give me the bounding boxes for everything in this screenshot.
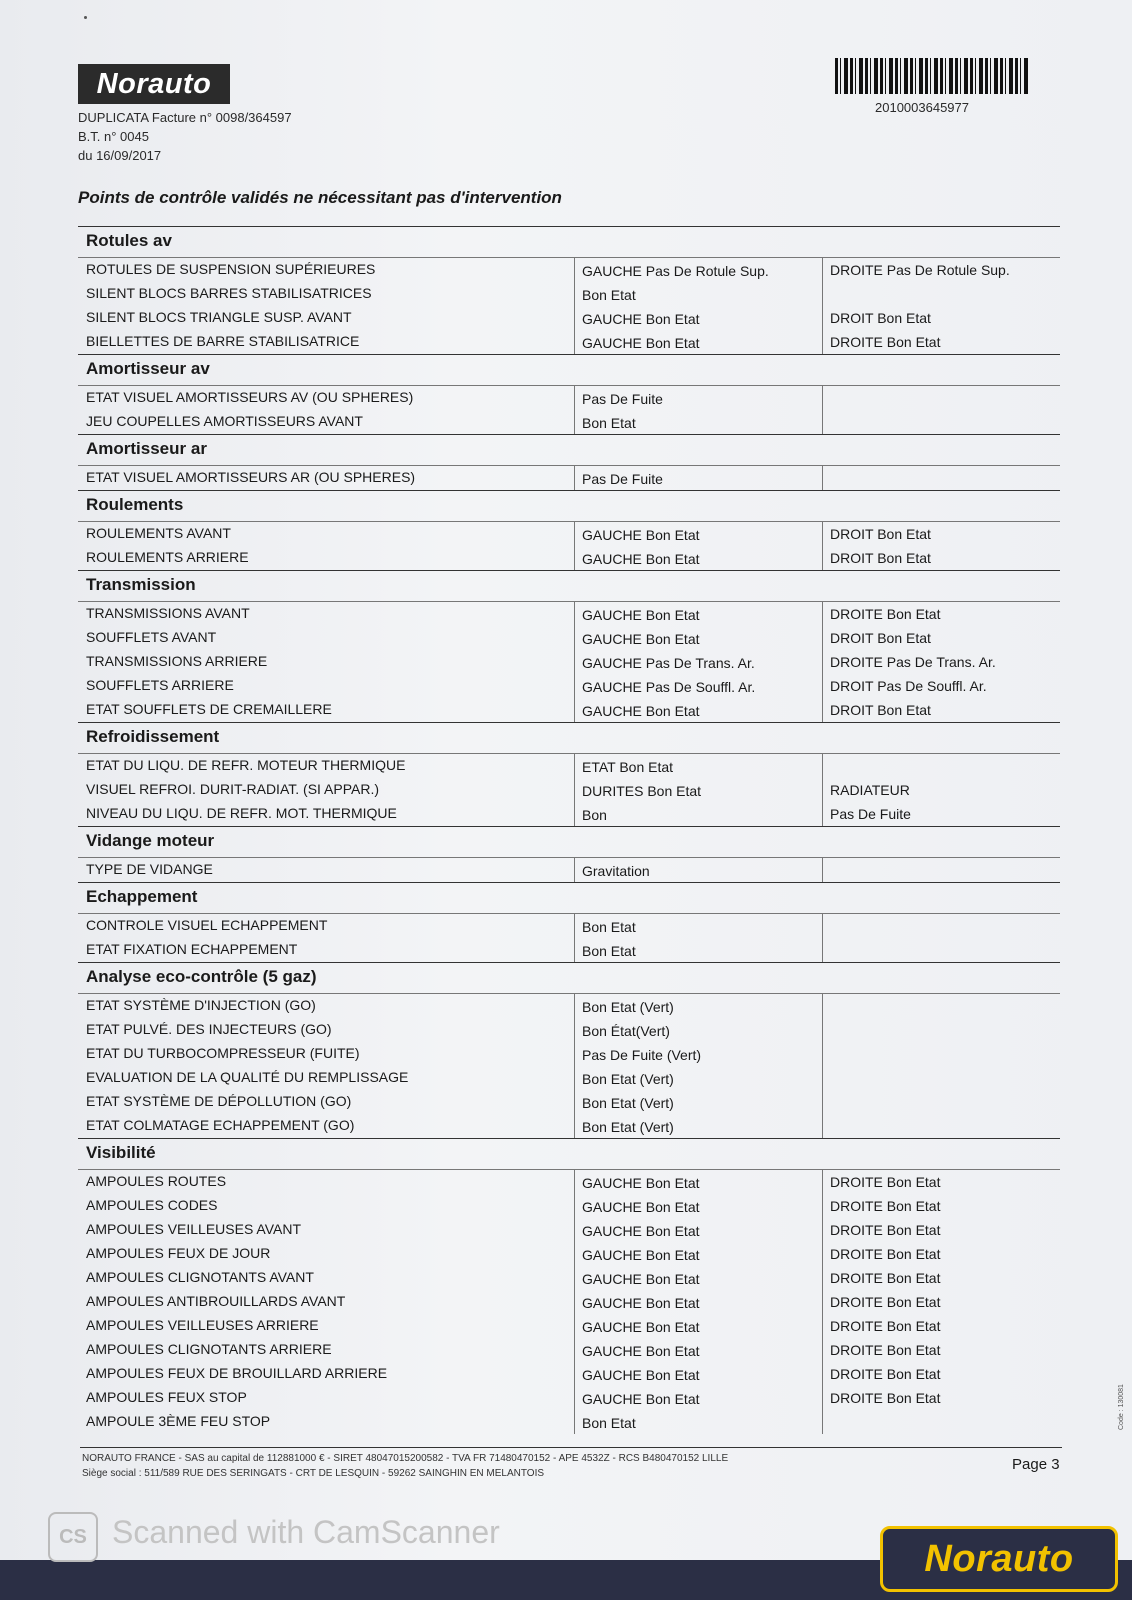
section (78, 434, 1060, 490)
check-label: TRANSMISSIONS AVANT (86, 605, 250, 621)
check-result-left: ETAT Bon Etat (574, 754, 822, 778)
check-label: AMPOULES ANTIBROUILLARDS AVANT (86, 1293, 346, 1309)
check-result-right: DROITE Bon Etat (822, 1362, 1060, 1386)
table-row (78, 1170, 1060, 1194)
check-label: ETAT DU TURBOCOMPRESSEUR (FUITE) (86, 1045, 360, 1061)
table-row (78, 1362, 1060, 1386)
barcode-icon (835, 58, 1029, 94)
check-result-left: GAUCHE Bon Etat (574, 698, 822, 722)
camscanner-icon: CS (48, 1512, 98, 1562)
table-row (78, 1018, 1060, 1042)
check-result-right: DROITE Bon Etat (822, 1386, 1060, 1410)
check-result-right: DROITE Pas De Rotule Sup. (822, 258, 1060, 282)
table-row (78, 282, 1060, 306)
check-label: ETAT VISUEL AMORTISSEURS AR (OU SPHERES) (86, 469, 416, 485)
check-result-left: Bon Etat (574, 282, 822, 306)
check-label: ETAT SYSTÈME DE DÉPOLLUTION (GO) (86, 1093, 352, 1109)
section-heading: Amortisseur av (78, 355, 1060, 386)
check-label: AMPOULES FEUX STOP (86, 1389, 247, 1405)
check-result-left: GAUCHE Bon Etat (574, 626, 822, 650)
table-row (78, 410, 1060, 434)
check-result-right: DROIT Bon Etat (822, 306, 1060, 330)
check-result-left: GAUCHE Bon Etat (574, 546, 822, 570)
table-row (78, 602, 1060, 626)
check-result-left: Bon Etat (574, 1410, 822, 1434)
check-result-left: GAUCHE Bon Etat (574, 1362, 822, 1386)
check-result-right: DROITE Bon Etat (822, 602, 1060, 626)
check-result-right: DROITE Bon Etat (822, 1170, 1060, 1194)
check-result-right (822, 1042, 1060, 1066)
check-result-right (822, 1066, 1060, 1090)
check-result-right: RADIATEUR (822, 778, 1060, 802)
section (78, 826, 1060, 882)
check-result-right (822, 914, 1060, 938)
check-result-left: Bon Etat (Vert) (574, 1090, 822, 1114)
table-row (78, 1114, 1060, 1138)
check-label: AMPOULES VEILLEUSES AVANT (86, 1221, 302, 1237)
table-row (78, 626, 1060, 650)
check-result-right: DROITE Bon Etat (822, 1338, 1060, 1362)
check-result-right (822, 1114, 1060, 1138)
table-row (78, 754, 1060, 778)
check-result-right: DROITE Bon Etat (822, 1290, 1060, 1314)
check-result-right: DROITE Bon Etat (822, 1242, 1060, 1266)
check-label: CONTROLE VISUEL ECHAPPEMENT (86, 917, 328, 933)
check-label: ETAT SOUFFLETS DE CREMAILLERE (86, 701, 332, 717)
table-row (78, 994, 1060, 1018)
check-result-left: Bon Etat (Vert) (574, 994, 822, 1018)
check-result-right (822, 1090, 1060, 1114)
section-heading: Transmission (78, 571, 1060, 602)
check-result-left: GAUCHE Bon Etat (574, 1194, 822, 1218)
table-row (78, 938, 1060, 962)
check-result-right: DROITE Bon Etat (822, 1314, 1060, 1338)
check-label: ETAT DU LIQU. DE REFR. MOTEUR THERMIQUE (86, 757, 406, 773)
check-label: SOUFFLETS AVANT (86, 629, 217, 645)
check-label: AMPOULES CODES (86, 1197, 218, 1213)
check-result-right (822, 994, 1060, 1018)
table-row (78, 386, 1060, 410)
check-result-right (822, 386, 1060, 410)
check-result-left: GAUCHE Bon Etat (574, 1218, 822, 1242)
check-result-left: GAUCHE Bon Etat (574, 1242, 822, 1266)
check-result-left: GAUCHE Bon Etat (574, 1338, 822, 1362)
table-row (78, 466, 1060, 490)
check-result-left: Bon Etat (574, 410, 822, 434)
table-row (78, 1066, 1060, 1090)
check-result-left: GAUCHE Bon Etat (574, 1386, 822, 1410)
table-row (78, 778, 1060, 802)
control-points-table (78, 226, 1060, 1434)
table-row (78, 1386, 1060, 1410)
table-row (78, 698, 1060, 722)
form-code: Code : 130081 (1118, 1384, 1125, 1430)
check-result-right (822, 282, 1060, 306)
table-row (78, 674, 1060, 698)
check-result-left: Gravitation (574, 858, 822, 882)
check-result-right: DROIT Bon Etat (822, 626, 1060, 650)
speck (84, 16, 87, 19)
check-result-left: GAUCHE Bon Etat (574, 1266, 822, 1290)
footer-address: Siège social : 511/589 RUE DES SERINGATS - CRT DE LESQUIN - 59262 SAINGHIN EN MELANTOIS (82, 1468, 545, 1479)
section (78, 962, 1060, 1138)
check-result-left: Pas De Fuite (574, 466, 822, 490)
check-result-right (822, 1018, 1060, 1042)
check-result-right: DROITE Bon Etat (822, 1266, 1060, 1290)
section (78, 354, 1060, 434)
check-result-left: GAUCHE Pas De Souffl. Ar. (574, 674, 822, 698)
check-result-right: DROITE Bon Etat (822, 1194, 1060, 1218)
check-result-right: DROITE Pas De Trans. Ar. (822, 650, 1060, 674)
footer-divider (80, 1447, 1062, 1448)
check-result-right: DROIT Pas De Souffl. Ar. (822, 674, 1060, 698)
invoice-date: du 16/09/2017 (78, 148, 162, 163)
check-result-left: GAUCHE Pas De Rotule Sup. (574, 258, 822, 282)
check-result-right (822, 858, 1060, 882)
check-result-right (822, 754, 1060, 778)
check-label: ETAT FIXATION ECHAPPEMENT (86, 941, 298, 957)
camscanner-watermark: Scanned with CamScanner (112, 1514, 500, 1550)
check-result-left: GAUCHE Bon Etat (574, 1290, 822, 1314)
check-label: ROULEMENTS ARRIERE (86, 549, 249, 565)
check-result-left: DURITES Bon Etat (574, 778, 822, 802)
check-result-left: Bon Etat (Vert) (574, 1066, 822, 1090)
table-row (78, 914, 1060, 938)
check-result-right: DROITE Bon Etat (822, 1218, 1060, 1242)
check-result-left: GAUCHE Pas De Trans. Ar. (574, 650, 822, 674)
check-result-left: Pas De Fuite (574, 386, 822, 410)
section-heading: Amortisseur ar (78, 435, 1060, 466)
check-result-right (822, 410, 1060, 434)
check-label: EVALUATION DE LA QUALITÉ DU REMPLISSAGE (86, 1069, 409, 1085)
check-result-right: DROITE Bon Etat (822, 330, 1060, 354)
section (78, 882, 1060, 962)
check-result-right: DROIT Bon Etat (822, 522, 1060, 546)
check-result-left: GAUCHE Bon Etat (574, 1170, 822, 1194)
check-label: TRANSMISSIONS ARRIERE (86, 653, 268, 669)
table-row (78, 1290, 1060, 1314)
section-heading: Visibilité (78, 1139, 1060, 1170)
section (78, 1138, 1060, 1434)
page-title: Points de contrôle validés ne nécessitant pas d'intervention (78, 188, 562, 207)
check-result-left: Bon (574, 802, 822, 826)
check-result-left: GAUCHE Bon Etat (574, 306, 822, 330)
table-row (78, 306, 1060, 330)
check-label: ETAT COLMATAGE ECHAPPEMENT (GO) (86, 1117, 355, 1133)
table-row (78, 522, 1060, 546)
check-result-left: GAUCHE Bon Etat (574, 330, 822, 354)
section-heading: Echappement (78, 883, 1060, 914)
page-number: Page 3 (1012, 1456, 1060, 1473)
table-row (78, 1218, 1060, 1242)
check-label: ETAT VISUEL AMORTISSEURS AV (OU SPHERES) (86, 389, 414, 405)
table-row (78, 1314, 1060, 1338)
barcode-number: 2010003645977 (875, 100, 969, 115)
table-row (78, 1410, 1060, 1434)
check-label: AMPOULES CLIGNOTANTS ARRIERE (86, 1341, 332, 1357)
section-heading: Rotules av (78, 227, 1060, 258)
table-row (78, 546, 1060, 570)
norauto-logo-bottom: Norauto (880, 1526, 1118, 1592)
section (78, 490, 1060, 570)
check-result-left: GAUCHE Bon Etat (574, 602, 822, 626)
section-heading: Vidange moteur (78, 827, 1060, 858)
check-result-left: GAUCHE Bon Etat (574, 1314, 822, 1338)
check-result-right (822, 466, 1060, 490)
check-result-left: GAUCHE Bon Etat (574, 522, 822, 546)
check-label: ROULEMENTS AVANT (86, 525, 231, 541)
check-label: AMPOULES ROUTES (86, 1173, 227, 1189)
check-result-left: Pas De Fuite (Vert) (574, 1042, 822, 1066)
check-label: AMPOULES VEILLEUSES ARRIERE (86, 1317, 319, 1333)
table-row (78, 258, 1060, 282)
table-row (78, 1042, 1060, 1066)
norauto-logo: Norauto (78, 64, 230, 104)
check-label: ETAT PULVÉ. DES INJECTEURS (GO) (86, 1021, 332, 1037)
check-label: VISUEL REFROI. DURIT-RADIAT. (SI APPAR.) (86, 781, 380, 797)
check-label: BIELLETTES DE BARRE STABILISATRICE (86, 333, 360, 349)
table-row (78, 1242, 1060, 1266)
check-label: JEU COUPELLES AMORTISSEURS AVANT (86, 413, 363, 429)
table-row (78, 1194, 1060, 1218)
check-label: AMPOULES FEUX DE BROUILLARD ARRIERE (86, 1365, 388, 1381)
check-result-right (822, 938, 1060, 962)
check-result-left: Bon État(Vert) (574, 1018, 822, 1042)
check-result-right: DROIT Bon Etat (822, 698, 1060, 722)
section-heading: Refroidissement (78, 723, 1060, 754)
table-row (78, 1090, 1060, 1114)
check-label: SOUFFLETS ARRIERE (86, 677, 234, 693)
table-row (78, 1266, 1060, 1290)
table-row (78, 802, 1060, 826)
check-label: ETAT SYSTÈME D'INJECTION (GO) (86, 997, 316, 1013)
section-heading: Roulements (78, 491, 1060, 522)
section-heading: Analyse eco-contrôle (5 gaz) (78, 963, 1060, 994)
check-result-right (822, 1410, 1060, 1434)
section (78, 226, 1060, 354)
footer-legal: NORAUTO FRANCE - SAS au capital de 112881000 € - SIRET 48047015200582 - TVA FR 71480470152 - APE 4532Z - RCS B480470152 LILLE (82, 1453, 729, 1464)
check-result-left: Bon Etat (574, 914, 822, 938)
invoice-number: DUPLICATA Facture n° 0098/364597 (78, 110, 292, 125)
check-label: SILENT BLOCS BARRES STABILISATRICES (86, 285, 372, 301)
section (78, 722, 1060, 826)
check-result-right: DROIT Bon Etat (822, 546, 1060, 570)
check-label: TYPE DE VIDANGE (86, 861, 213, 877)
table-row (78, 650, 1060, 674)
table-row (78, 330, 1060, 354)
table-row (78, 858, 1060, 882)
check-label: AMPOULES CLIGNOTANTS AVANT (86, 1269, 314, 1285)
section (78, 570, 1060, 722)
check-result-right: Pas De Fuite (822, 802, 1060, 826)
check-label: AMPOULE 3ÈME FEU STOP (86, 1413, 271, 1429)
check-result-left: Bon Etat (574, 938, 822, 962)
check-label: SILENT BLOCS TRIANGLE SUSP. AVANT (86, 309, 352, 325)
work-order-number: B.T. n° 0045 (78, 129, 149, 144)
check-result-left: Bon Etat (Vert) (574, 1114, 822, 1138)
check-label: NIVEAU DU LIQU. DE REFR. MOT. THERMIQUE (86, 805, 397, 821)
table-row (78, 1338, 1060, 1362)
check-label: ROTULES DE SUSPENSION SUPÉRIEURES (86, 261, 376, 277)
check-label: AMPOULES FEUX DE JOUR (86, 1245, 271, 1261)
